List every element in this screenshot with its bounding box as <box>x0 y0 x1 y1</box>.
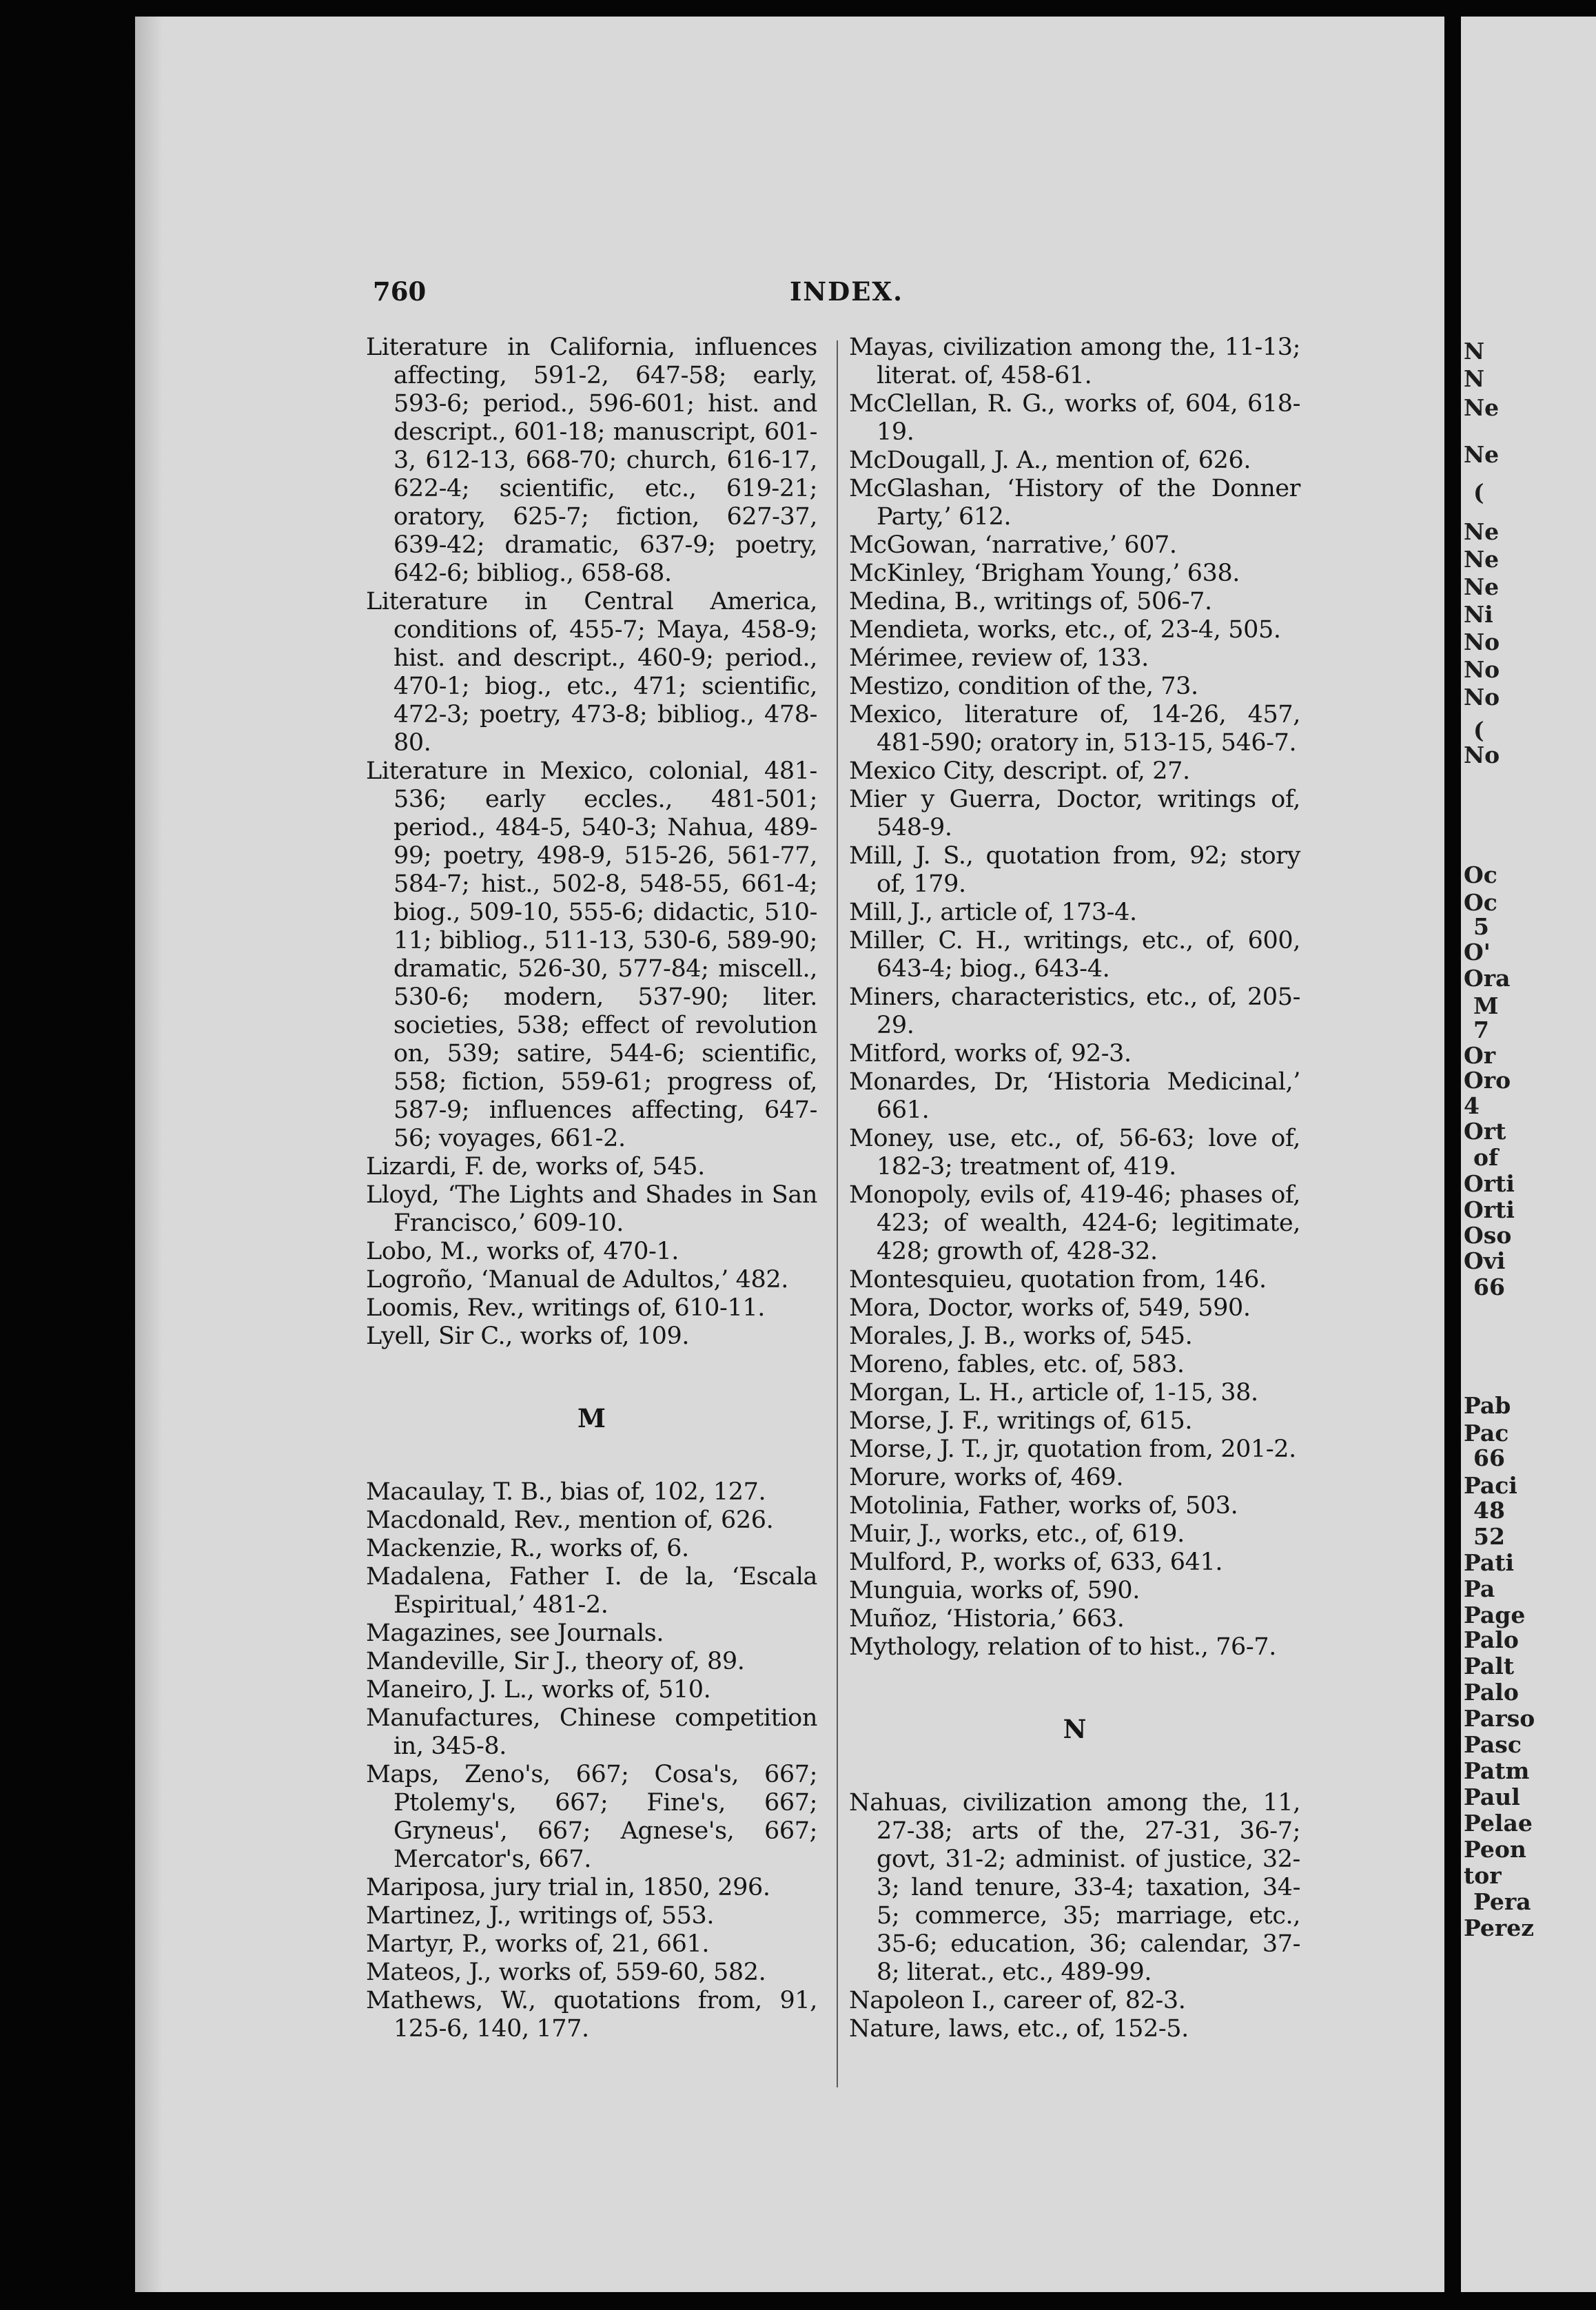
index-entry: Mathews, W., quotations from, 91, 125-6, 140, 177. <box>366 1987 817 2043</box>
facing-page-fragment: Ovi <box>1464 1247 1506 1274</box>
index-entry: Montesquieu, quotation from, 146. <box>849 1266 1267 1294</box>
index-entry: Lobo, M., works of, 470-1. <box>366 1238 679 1265</box>
facing-page-fragment: Palo <box>1464 1626 1519 1653</box>
facing-page-fragment: Pac <box>1464 1420 1509 1447</box>
facing-page-fragment: Or <box>1464 1042 1496 1069</box>
facing-page-fragment: Page <box>1464 1602 1526 1628</box>
index-entry: Nature, laws, etc., of, 152-5. <box>849 2015 1189 2043</box>
section-letter-m: M <box>577 1403 606 1433</box>
facing-page-fragment: Pelae <box>1464 1810 1533 1837</box>
index-entry: Manufactures, Chinese competition in, 345-8. <box>366 1704 817 1760</box>
index-entry: Miners, characteristics, etc., of, 205-29. <box>849 983 1300 1039</box>
facing-page-fragment: No <box>1464 628 1500 655</box>
index-entry: Miller, C. H., writings, etc., of, 600, 643-4; biog., 643-4. <box>849 927 1300 983</box>
index-entry: McGowan, ‘narrative,’ 607. <box>849 531 1177 559</box>
index-column-left <box>366 334 817 2043</box>
facing-page-fragment: Oc <box>1464 889 1497 916</box>
facing-page-fragment: Pab <box>1464 1392 1511 1419</box>
index-entry: Macdonald, Rev., mention of, 626. <box>366 1506 774 1534</box>
facing-page-fragment: 4 <box>1464 1092 1480 1119</box>
index-entry: Literature in Mexico, colonial, 481-536; early eccles., 481-501; period., 484-5, 540-3; Nahua, 489-99; poetry, 498-9, 515-26, 561-77, 584-7; hist., 502-8, 548-55, 661-4; biog., 509-10, 555-6; didactic, 510-11; bibliog., 511-13, 530-6, 589-90; dramatic, 526-30, 577-84; miscell., 530-6; modern, 537-90; liter. societies, 538; effect of revolution on, 539; satire, 544-6; scientific, 558; fiction, 559-61; progress of, 587-9; influences affecting, 647-56; voyages, 661-2. <box>366 757 817 1152</box>
facing-page-fragment: Ne <box>1464 573 1500 600</box>
facing-page-fragment: Oro <box>1464 1067 1511 1094</box>
index-entry: Morse, J. F., writings of, 615. <box>849 1407 1193 1435</box>
index-entry: Motolinia, Father, works of, 503. <box>849 1492 1238 1520</box>
index-entry: Martyr, P., works of, 21, 661. <box>366 1930 710 1958</box>
index-entry: Napoleon I., career of, 82-3. <box>849 1987 1186 2014</box>
index-entry: Mandeville, Sir J., theory of, 89. <box>366 1648 745 1675</box>
facing-page-fragment: 7 <box>1473 1016 1489 1043</box>
facing-page-fragment: ( <box>1473 479 1484 506</box>
index-entry: Mendieta, works, etc., of, 23-4, 505. <box>849 616 1281 644</box>
index-entry: Mulford, P., works of, 633, 641. <box>849 1548 1223 1576</box>
index-entry: Money, use, etc., of, 56-63; love of, 182-3; treatment of, 419. <box>849 1125 1300 1180</box>
facing-page-fragment: No <box>1464 742 1500 768</box>
facing-page-fragment: Oc <box>1464 861 1497 888</box>
facing-page-fragment: N <box>1464 365 1485 392</box>
index-entry: Macaulay, T. B., bias of, 102, 127. <box>366 1478 766 1506</box>
facing-page-fragment: Pati <box>1464 1549 1515 1576</box>
facing-page-fragment: O' <box>1464 939 1491 965</box>
facing-page-fragment: of <box>1473 1144 1499 1171</box>
facing-page-fragment: 48 <box>1473 1497 1505 1524</box>
index-entry: Lizardi, F. de, works of, 545. <box>366 1153 705 1180</box>
next-page-edge <box>1461 17 1596 2292</box>
facing-page-fragment: Ne <box>1464 546 1500 573</box>
index-entry: Mexico, literature of, 14-26, 457, 481-590; oratory in, 513-15, 546-7. <box>849 701 1300 757</box>
index-entry: Morse, J. T., jr, quotation from, 201-2. <box>849 1435 1296 1463</box>
page-binding-shadow <box>135 17 163 2292</box>
facing-page-fragment: 52 <box>1473 1523 1505 1550</box>
index-entry: Monardes, Dr, ‘Historia Medicinal,’ 661. <box>849 1068 1300 1124</box>
index-entry: Mitford, works of, 92-3. <box>849 1040 1132 1067</box>
facing-page-fragment: Orti <box>1464 1170 1515 1197</box>
index-entry: Monopoly, evils of, 419-46; phases of, 423; of wealth, 424-6; legitimate, 428; growth of, 428-32. <box>849 1181 1300 1265</box>
facing-page-fragment: Ort <box>1464 1118 1506 1145</box>
index-entry: McKinley, ‘Brigham Young,’ 638. <box>849 560 1240 587</box>
index-entry: Mexico City, descript. of, 27. <box>849 757 1190 785</box>
index-entry: Lloyd, ‘The Lights and Shades in San Francisco,’ 609-10. <box>366 1181 817 1237</box>
facing-page-fragment: Oso <box>1464 1222 1512 1249</box>
facing-page-fragment: Ne <box>1464 394 1500 421</box>
page-title: INDEX. <box>790 276 904 307</box>
index-column-right <box>849 334 1300 2043</box>
index-entry: McClellan, R. G., works of, 604, 618-19. <box>849 390 1300 446</box>
index-entry: Mérimee, review of, 133. <box>849 644 1149 672</box>
facing-page-fragment: ( <box>1473 717 1484 744</box>
index-entry: Mill, J., article of, 173-4. <box>849 899 1137 926</box>
facing-page-fragment: Palt <box>1464 1653 1515 1679</box>
index-entry: Mestizo, condition of the, 73. <box>849 673 1198 700</box>
index-entry: Loomis, Rev., writings of, 610-11. <box>366 1294 765 1322</box>
book-gutter <box>1444 0 1461 2310</box>
column-divider <box>837 340 838 2087</box>
facing-page-fragment: M <box>1473 992 1499 1019</box>
facing-page-fragment: N <box>1464 338 1485 365</box>
facing-page-fragment: Ora <box>1464 965 1511 992</box>
index-entry: Mackenzie, R., works of, 6. <box>366 1535 689 1562</box>
page-number: 760 <box>373 276 427 307</box>
facing-page-fragment: tor <box>1464 1862 1502 1889</box>
index-entry: Literature in Central America, conditions of, 455-7; Maya, 458-9; hist. and descript., 460-9; period., 470-1; biog., etc., 471; scientific, 472-3; poetry, 473-8; bibliog., 478-80. <box>366 588 817 757</box>
facing-page-fragment: 5 <box>1473 913 1489 940</box>
index-entry: Mateos, J., works of, 559-60, 582. <box>366 1959 766 1986</box>
facing-page-fragment: Ne <box>1464 518 1500 545</box>
index-entry: Maps, Zeno's, 667; Cosa's, 667; Ptolemy's, 667; Fine's, 667; Gryneus', 667; Agnese's, 667; Mercator's, 667. <box>366 1761 817 1873</box>
index-page <box>135 17 1444 2292</box>
index-entry: Maneiro, J. L., works of, 510. <box>366 1676 711 1704</box>
index-entry: Martinez, J., writings of, 553. <box>366 1902 715 1930</box>
index-entry: Muir, J., works, etc., of, 619. <box>849 1520 1185 1548</box>
index-entry: McDougall, J. A., mention of, 626. <box>849 447 1251 474</box>
index-entry: Mora, Doctor, works of, 549, 590. <box>849 1294 1251 1322</box>
index-entry: Lyell, Sir C., works of, 109. <box>366 1322 690 1350</box>
facing-page-fragment: Pera <box>1473 1888 1531 1915</box>
facing-page-fragment: 66 <box>1473 1444 1505 1471</box>
index-entry: McGlashan, ‘History of the Donner Party,’ 612. <box>849 475 1300 531</box>
index-entry: Mythology, relation of to hist., 76-7. <box>849 1633 1276 1661</box>
index-entry: Magazines, see Journals. <box>366 1619 664 1647</box>
index-entry: Madalena, Father I. de la, ‘Escala Espiritual,’ 481-2. <box>366 1563 817 1619</box>
index-entry: Medina, B., writings of, 506-7. <box>849 588 1212 615</box>
index-entry: Mayas, civilization among the, 11-13; literat. of, 458-61. <box>849 334 1300 389</box>
facing-page-fragment: Perez <box>1464 1914 1535 1941</box>
index-entry: Morales, J. B., works of, 545. <box>849 1322 1193 1350</box>
facing-page-fragment: No <box>1464 684 1500 711</box>
index-entry: Morgan, L. H., article of, 1-15, 38. <box>849 1379 1258 1407</box>
index-entry: Morure, works of, 469. <box>849 1464 1124 1491</box>
index-entry: Literature in California, influences affecting, 591-2, 647-58; early, 593-6; period., 596-601; hist. and descript., 601-18; manuscript, 601-3, 612-13, 668-70; church, 616-17, 622-4; scientific, etc., 619-21; oratory, 625-7; fiction, 627-37, 639-42; dramatic, 637-9; poetry, 642-6; bibliog., 658-68. <box>366 334 817 587</box>
facing-page-fragment: Patm <box>1464 1757 1530 1784</box>
facing-page-fragment: Pa <box>1464 1575 1495 1602</box>
index-entry: Mier y Guerra, Doctor, writings of, 548-9. <box>849 786 1300 841</box>
facing-page-fragment: Paul <box>1464 1783 1520 1810</box>
index-entry: Moreno, fables, etc. of, 583. <box>849 1351 1185 1378</box>
index-entry: Munguia, works of, 590. <box>849 1577 1140 1604</box>
index-entry: Mill, J. S., quotation from, 92; story of, 179. <box>849 842 1300 898</box>
facing-page-fragment: Parso <box>1464 1705 1535 1732</box>
index-entry: Muñoz, ‘Historia,’ 663. <box>849 1605 1125 1633</box>
facing-page-fragment: 66 <box>1473 1274 1505 1300</box>
facing-page-fragment: Paci <box>1464 1472 1517 1499</box>
facing-page-fragment: Ni <box>1464 601 1493 628</box>
page-header <box>135 268 1444 323</box>
index-entry: Mariposa, jury trial in, 1850, 296. <box>366 1874 770 1901</box>
facing-page-fragment: Pasc <box>1464 1731 1522 1758</box>
section-letter-n: N <box>1063 1714 1087 1744</box>
index-entry: Logroño, ‘Manual de Adultos,’ 482. <box>366 1266 788 1294</box>
facing-page-fragment: Orti <box>1464 1196 1515 1223</box>
facing-page-fragment: Ne <box>1464 441 1500 468</box>
facing-page-fragment: Peon <box>1464 1836 1526 1863</box>
index-entry: Nahuas, civilization among the, 11, 27-38; arts of the, 27-31, 36-7; govt, 31-2; administ. of justice, 32-3; land tenure, 33-4; taxation, 34-5; commerce, 35; marriage, etc., 35-6; education, 36; calendar, 37-8; literat., etc., 489-99. <box>849 1789 1300 1986</box>
facing-page-fragment: Palo <box>1464 1679 1519 1706</box>
facing-page-fragment: No <box>1464 656 1500 683</box>
